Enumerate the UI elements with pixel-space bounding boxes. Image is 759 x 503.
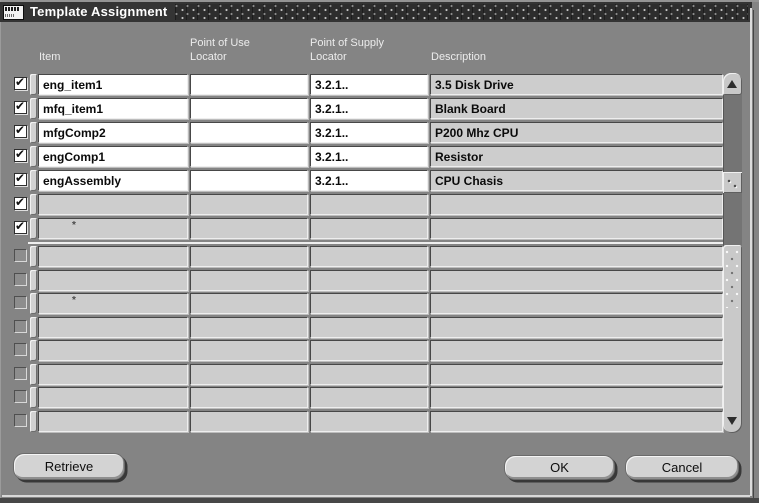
record-scrollbar — [723, 73, 742, 433]
check-mark-icon: ✔ — [15, 147, 26, 161]
point-of-supply-value — [311, 318, 427, 321]
item-field[interactable] — [38, 74, 188, 95]
point-of-supply-locator-field[interactable] — [310, 411, 428, 432]
point-of-supply-value — [311, 412, 427, 415]
row-select-checkbox[interactable] — [14, 320, 27, 333]
retrieve-button[interactable]: Retrieve — [13, 453, 125, 480]
description-field[interactable] — [430, 170, 723, 191]
check-mark-icon: ✔ — [15, 195, 26, 209]
point-of-use-locator-field[interactable] — [190, 194, 308, 215]
point-of-use-locator-field[interactable] — [190, 122, 308, 143]
row-select-checkbox[interactable] — [14, 221, 27, 234]
item-field[interactable] — [38, 340, 188, 361]
point-of-supply-locator-field[interactable] — [310, 74, 428, 95]
description-field[interactable] — [430, 218, 723, 239]
point-of-supply-value — [311, 294, 427, 297]
point-of-use-locator-field[interactable] — [190, 146, 308, 167]
table-row — [0, 121, 759, 145]
point-of-supply-value — [311, 271, 427, 274]
record-selector-bar[interactable] — [30, 387, 37, 408]
table-row — [0, 316, 759, 340]
description-field[interactable] — [430, 122, 723, 143]
scrollbar-trough[interactable] — [723, 93, 742, 247]
item-field[interactable] — [38, 387, 188, 408]
description-value: CPU Chasis — [435, 174, 504, 188]
item-field[interactable] — [38, 122, 188, 143]
table-row — [0, 363, 759, 387]
point-of-use-value — [191, 75, 307, 78]
point-of-supply-value: 3.2.1.. — [315, 150, 349, 164]
item-field[interactable] — [38, 98, 188, 119]
table-row — [0, 339, 759, 363]
column-header-point-of-use-locator — [190, 36, 250, 64]
item-field[interactable] — [38, 364, 188, 385]
item-value — [39, 388, 187, 391]
table-row — [0, 410, 759, 434]
row-select-checkbox[interactable] — [14, 343, 27, 356]
point-of-supply-value — [311, 247, 427, 250]
point-of-supply-value — [311, 219, 427, 222]
point-of-supply-locator-field[interactable] — [310, 293, 428, 314]
item-field[interactable] — [38, 293, 188, 314]
point-of-supply-value: 3.2.1.. — [315, 126, 349, 140]
item-value: mfq_item1 — [43, 102, 104, 116]
check-mark-icon: ✔ — [15, 75, 26, 89]
point-of-use-value — [191, 294, 307, 297]
point-of-use-value — [191, 247, 307, 250]
point-of-use-value — [191, 365, 307, 368]
point-of-use-locator-field[interactable] — [190, 98, 308, 119]
point-of-use-value — [191, 123, 307, 126]
row-select-checkbox[interactable] — [14, 273, 27, 286]
check-mark-icon: ✔ — [15, 171, 26, 185]
point-of-supply-locator-field[interactable] — [310, 364, 428, 385]
description-field[interactable] — [430, 146, 723, 167]
description-field[interactable] — [430, 411, 723, 432]
point-of-use-value — [191, 195, 307, 198]
point-of-use-locator-field[interactable] — [190, 270, 308, 291]
point-of-use-value — [191, 388, 307, 391]
point-of-supply-value: 3.2.1.. — [315, 174, 349, 188]
point-of-supply-value — [311, 365, 427, 368]
item-field-marker: * — [72, 295, 76, 306]
point-of-supply-value — [311, 341, 427, 344]
down-triangle-icon — [727, 417, 737, 425]
up-triangle-icon — [727, 80, 737, 88]
description-value — [431, 247, 722, 250]
description-field[interactable] — [430, 74, 723, 95]
description-field[interactable] — [430, 387, 723, 408]
column-header-item: Item — [39, 51, 61, 63]
point-of-use-locator-field[interactable] — [190, 218, 308, 239]
point-of-use-locator-field[interactable] — [190, 293, 308, 314]
point-of-use-locator-field[interactable] — [190, 411, 308, 432]
description-value — [431, 318, 722, 321]
description-field[interactable] — [430, 194, 723, 215]
point-of-use-value — [191, 99, 307, 102]
description-value — [431, 341, 722, 344]
description-field[interactable] — [430, 340, 723, 361]
point-of-supply-locator-field[interactable] — [310, 194, 428, 215]
row-select-checkbox[interactable] — [14, 390, 27, 403]
point-of-use-value — [191, 412, 307, 415]
row-select-checkbox[interactable] — [14, 101, 27, 114]
ok-button[interactable]: OK — [504, 455, 615, 480]
item-field[interactable] — [38, 170, 188, 191]
table-row — [0, 193, 759, 217]
point-of-use-value — [191, 171, 307, 174]
item-field[interactable] — [38, 411, 188, 432]
header-pos-line2: Locator — [310, 51, 347, 63]
header-pou-line2: Locator — [190, 51, 227, 63]
table-row — [0, 269, 759, 293]
description-value — [431, 219, 722, 222]
window-frame-right-highlight — [750, 8, 752, 496]
record-block — [0, 73, 759, 433]
point-of-supply-value — [311, 388, 427, 391]
row-select-checkbox[interactable] — [14, 149, 27, 162]
record-selector-bar[interactable] — [30, 170, 37, 191]
description-field[interactable] — [430, 317, 723, 338]
window-frame-bottom-shadow — [0, 498, 759, 503]
record-selector-bar[interactable] — [30, 364, 37, 385]
description-value — [431, 412, 722, 415]
point-of-use-value — [191, 318, 307, 321]
column-header-description: Description — [431, 51, 487, 63]
item-value — [39, 341, 187, 344]
point-of-supply-locator-field[interactable] — [310, 170, 428, 191]
description-value: Resistor — [435, 150, 484, 164]
item-field[interactable] — [38, 146, 188, 167]
point-of-supply-value: 3.2.1.. — [315, 102, 349, 116]
record-selector-bar[interactable] — [30, 270, 37, 291]
row-select-checkbox[interactable] — [14, 249, 27, 262]
point-of-use-locator-field[interactable] — [190, 170, 308, 191]
item-field[interactable] — [38, 218, 188, 239]
row-select-checkbox[interactable] — [14, 367, 27, 380]
point-of-use-locator-field[interactable] — [190, 387, 308, 408]
point-of-supply-locator-field[interactable] — [310, 218, 428, 239]
scrollbar-lower-section[interactable] — [723, 245, 742, 433]
check-mark-icon: ✔ — [15, 123, 26, 137]
row-select-checkbox[interactable] — [14, 173, 27, 186]
row-select-checkbox[interactable] — [14, 296, 27, 309]
header-pou-line1: Point of Use — [190, 37, 250, 49]
record-selector-bar[interactable] — [30, 340, 37, 361]
point-of-use-value — [191, 147, 307, 150]
point-of-supply-value: 3.2.1.. — [315, 78, 349, 92]
description-value — [431, 195, 722, 198]
record-selector-bar[interactable] — [30, 411, 37, 432]
item-field[interactable] — [38, 317, 188, 338]
description-field[interactable] — [430, 293, 723, 314]
point-of-supply-locator-field[interactable] — [310, 122, 428, 143]
table-row — [0, 245, 759, 269]
record-selector-bar[interactable] — [30, 218, 37, 239]
row-select-checkbox[interactable] — [14, 125, 27, 138]
item-value: mfgComp2 — [43, 126, 106, 140]
item-value — [39, 318, 187, 321]
point-of-supply-locator-field[interactable] — [310, 270, 428, 291]
scroll-up-button[interactable] — [723, 73, 742, 95]
record-selector-bar[interactable] — [30, 146, 37, 167]
item-field[interactable] — [38, 270, 188, 291]
cancel-button[interactable]: Cancel — [625, 455, 739, 480]
point-of-use-value — [191, 341, 307, 344]
table-row — [0, 169, 759, 193]
check-mark-icon: ✔ — [15, 219, 26, 233]
table-row — [0, 292, 759, 316]
scrollbar-thumb[interactable] — [723, 172, 742, 193]
item-field[interactable] — [38, 246, 188, 267]
point-of-supply-locator-field[interactable] — [310, 246, 428, 267]
point-of-use-value — [191, 219, 307, 222]
row-select-checkbox[interactable] — [14, 414, 27, 427]
description-value: Blank Board — [435, 102, 506, 116]
description-value: P200 Mhz CPU — [435, 126, 519, 140]
record-selector-bar[interactable] — [30, 317, 37, 338]
window-title: Template Assignment — [30, 3, 168, 19]
record-selector-bar[interactable] — [30, 293, 37, 314]
description-field[interactable] — [430, 246, 723, 267]
description-value — [431, 388, 722, 391]
header-pos-line1: Point of Supply — [310, 37, 384, 49]
point-of-supply-locator-field[interactable] — [310, 98, 428, 119]
item-value — [39, 219, 187, 222]
scrollbar-grip-texture — [725, 250, 740, 308]
point-of-use-locator-field[interactable] — [190, 340, 308, 361]
description-field[interactable] — [430, 98, 723, 119]
column-header-point-of-supply-locator — [310, 36, 384, 64]
window-frame-bottom-highlight — [2, 495, 750, 497]
description-field[interactable] — [430, 270, 723, 291]
table-row — [0, 73, 759, 97]
row-select-checkbox[interactable] — [14, 77, 27, 90]
point-of-use-locator-field[interactable] — [190, 246, 308, 267]
window-frame-right-shadow — [753, 10, 754, 503]
record-selector-bar[interactable] — [30, 74, 37, 95]
point-of-use-locator-field[interactable] — [190, 317, 308, 338]
record-selector-bar[interactable] — [30, 98, 37, 119]
title-bar[interactable] — [0, 2, 752, 22]
table-row — [0, 386, 759, 410]
point-of-supply-locator-field[interactable] — [310, 340, 428, 361]
point-of-supply-locator-field[interactable] — [310, 146, 428, 167]
item-field-marker: * — [72, 220, 76, 231]
point-of-supply-locator-field[interactable] — [310, 317, 428, 338]
description-value — [431, 294, 722, 297]
item-value — [39, 271, 187, 274]
check-mark-icon: ✔ — [15, 99, 26, 113]
point-of-supply-value — [311, 195, 427, 198]
oracle-forms-icon — [3, 5, 24, 20]
item-value — [39, 247, 187, 250]
description-field[interactable] — [430, 364, 723, 385]
point-of-use-value — [191, 271, 307, 274]
item-value: engComp1 — [43, 150, 106, 164]
description-value — [431, 271, 722, 274]
item-value — [39, 294, 187, 297]
point-of-use-locator-field[interactable] — [190, 74, 308, 95]
table-row — [0, 145, 759, 169]
record-selector-bar[interactable] — [30, 194, 37, 215]
title-bar-drag-texture[interactable] — [175, 4, 748, 20]
row-select-checkbox[interactable] — [14, 197, 27, 210]
item-value — [39, 412, 187, 415]
item-value — [39, 195, 187, 198]
description-value: 3.5 Disk Drive — [435, 78, 514, 92]
record-selector-bar[interactable] — [30, 246, 37, 267]
item-field[interactable] — [38, 194, 188, 215]
point-of-supply-locator-field[interactable] — [310, 387, 428, 408]
record-selector-bar[interactable] — [30, 122, 37, 143]
description-value — [431, 365, 722, 368]
item-value — [39, 365, 187, 368]
point-of-use-locator-field[interactable] — [190, 364, 308, 385]
table-row — [0, 217, 759, 241]
item-value: engAssembly — [43, 174, 122, 188]
table-row — [0, 97, 759, 121]
item-value: eng_item1 — [43, 78, 103, 92]
